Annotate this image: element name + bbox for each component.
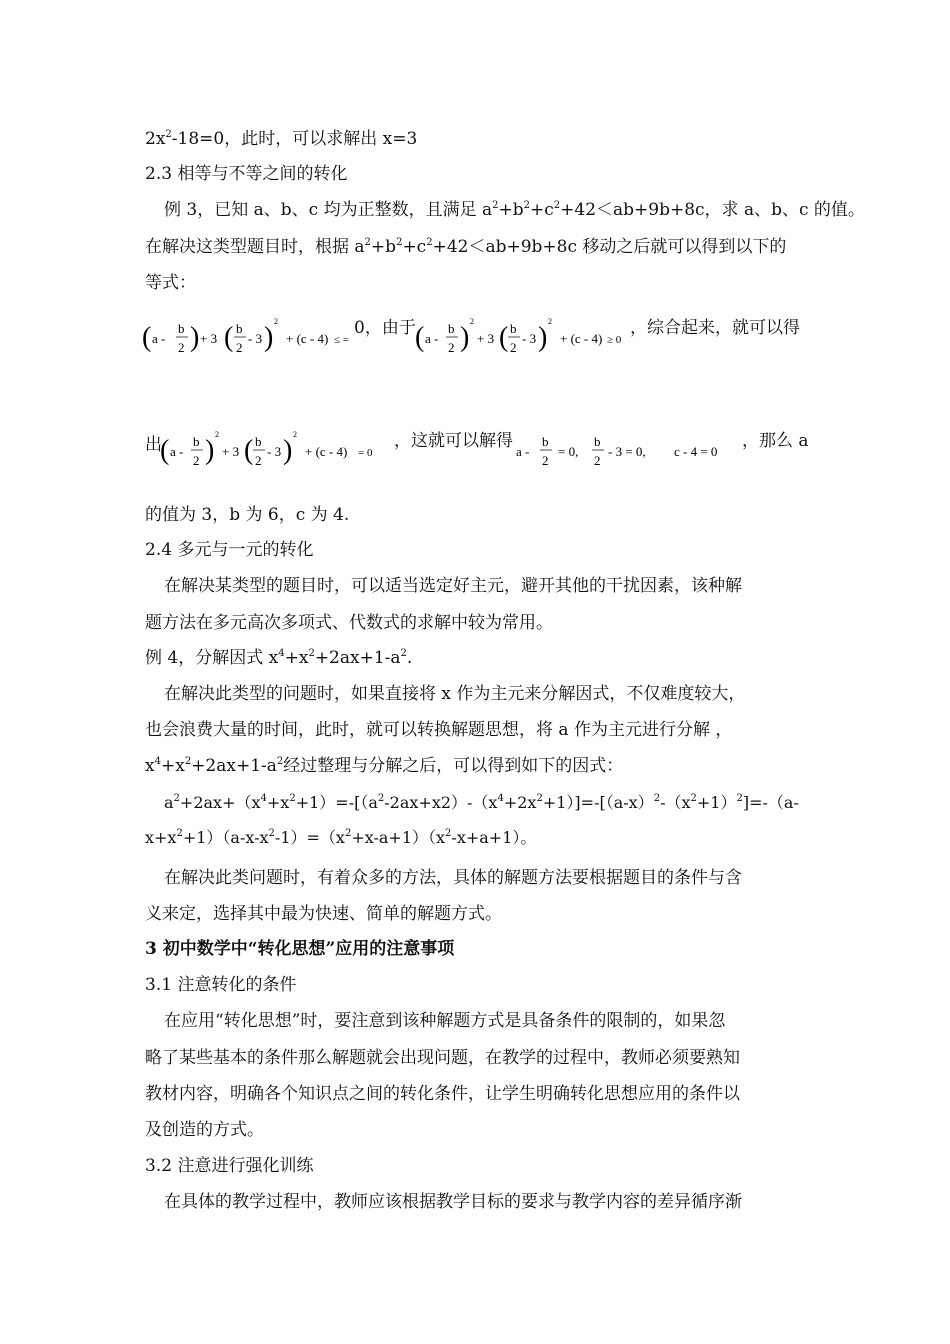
paren-left: (: [224, 322, 234, 353]
superscript: 2: [289, 793, 296, 804]
formula-text: 2: [236, 340, 243, 355]
solution-formula: [516, 425, 746, 481]
example-3-line: [164, 198, 865, 222]
paren-left: (: [142, 322, 152, 353]
inequality-formula: [142, 312, 382, 368]
formula-text: = 0: [358, 447, 373, 459]
paren-right: ): [538, 322, 548, 353]
paren-right: ): [190, 322, 200, 353]
paren-right: ): [205, 435, 215, 466]
paragraph-line: 在具体的教学过程中，教师应该根据教学目标的要求与教学内容的差异循序渐: [164, 1192, 742, 1212]
formula-caption: ，那么 a: [742, 431, 809, 451]
text: -（x: [660, 793, 691, 812]
text: +b: [498, 200, 524, 220]
formula-text: b: [448, 321, 455, 336]
text: +x-a+1）（x: [351, 828, 446, 847]
superscript: 2: [400, 648, 407, 659]
superscript: 2: [523, 200, 530, 211]
formula-text: ≤ =: [334, 334, 349, 346]
equation-formula: [160, 425, 390, 481]
text: +42＜ab+9b+8c 移动之后就可以得到以下的: [432, 237, 787, 257]
superscript: 2: [364, 237, 371, 248]
formula-caption: 出: [145, 435, 162, 455]
section-heading-3-2: 3.2 注意进行强化训练: [145, 1156, 314, 1176]
formula-text: + (c - 4): [286, 331, 329, 346]
superscript: 2: [396, 237, 403, 248]
formula-graphic: [415, 312, 635, 364]
paragraph-line: [145, 754, 623, 778]
formula-text: b: [178, 321, 185, 336]
example-4-line: [145, 646, 412, 670]
superscript: 2: [176, 828, 183, 839]
superscript: 2: [173, 793, 180, 804]
text: +c: [530, 200, 554, 220]
text: 2x: [145, 129, 166, 149]
paragraph-line: 题方法在多元高次多项式、代数式的求解中较为常用。: [145, 613, 553, 633]
superscript: 4: [154, 756, 161, 767]
superscript: 2: [377, 793, 385, 804]
formula-text: 2: [510, 340, 517, 355]
text: x: [145, 756, 155, 776]
text: +1）: [696, 793, 737, 812]
formula-text: b: [193, 434, 200, 449]
text: -1）=（x: [274, 828, 345, 847]
formula-caption: ，综合起来，就可以得: [630, 318, 800, 338]
paren-left: (: [499, 322, 509, 353]
formula-text: + (c - 4): [560, 331, 603, 346]
text: +1）=-[（a: [295, 793, 378, 812]
formula-text: 2: [594, 453, 601, 468]
text: .: [406, 648, 413, 668]
superscript: 2: [492, 200, 499, 211]
text: 例 3，已知 a、b、c 均为正整数，且满足 a: [164, 200, 493, 220]
paragraph-line: 在应用“转化思想”时，要注意到该种解题方式是具备条件的限制的，如果忽: [164, 1011, 726, 1031]
formula-caption: ，这就可以解得: [394, 431, 513, 451]
superscript: 2: [426, 237, 433, 248]
formula-text: 2: [448, 340, 455, 355]
formula-text: = 0,: [558, 444, 579, 459]
formula-graphic: [160, 425, 390, 477]
text: +2ax+1-a: [191, 756, 277, 776]
paragraph-line: 略了某些基本的条件那么解题就会出现问题，在教学的过程中，教师必须要熟知: [145, 1048, 740, 1068]
formula-text: b: [510, 321, 517, 336]
paragraph-line: 的值为 3，b 为 6，c 为 4.: [145, 505, 350, 525]
paragraph-line: 及创造的方式。: [145, 1120, 264, 1140]
formula-text: 2: [542, 453, 549, 468]
formula-text: 2: [255, 453, 262, 468]
exponent: 2: [548, 317, 552, 326]
paren-left: (: [244, 435, 254, 466]
equation-line: [145, 826, 536, 850]
paragraph-line: 在解决此类型的问题时，如果直接将 x 作为主元来分解因式，不仅难度较大，: [164, 684, 746, 704]
text: +42＜ab+9b+8c，求 a、b、c 的值。: [560, 200, 865, 220]
text: +x: [266, 793, 290, 812]
superscript: 4: [260, 793, 267, 804]
paragraph-line: 等式：: [145, 273, 196, 293]
formula-text: - 3: [248, 331, 263, 346]
text: -2ax+x2）-（x: [384, 793, 498, 812]
formula-graphic: [142, 312, 382, 364]
text: +2x: [503, 793, 537, 812]
exponent: 2: [293, 430, 297, 439]
paragraph-line: 教材内容，明确各个知识点之间的转化条件，让学生明确转化思想应用的条件以: [145, 1084, 740, 1104]
formula-text: 2: [178, 340, 185, 355]
section-heading-2-3: 2.3 相等与不等之间的转化: [145, 164, 348, 184]
paren-right: ): [283, 435, 293, 466]
superscript: 2: [165, 129, 172, 140]
text: -x+a+1）。: [451, 828, 537, 847]
text: 在解决这类型题目时，根据 a: [145, 237, 365, 257]
section-heading-3-1: 3.1 注意转化的条件: [145, 975, 297, 995]
formula-text: a -: [516, 444, 530, 459]
formula-text: + 3: [477, 331, 495, 346]
formula-text: a -: [170, 444, 184, 459]
formula-text: 2: [193, 453, 200, 468]
superscript: 4: [497, 793, 504, 804]
text: +1）]=-[（a-x）: [542, 793, 654, 812]
formula-text: + (c - 4): [305, 444, 348, 459]
paragraph-line: 在解决某类型的题目时，可以适当选定好主元，避开其他的干扰因素，该种解: [164, 576, 742, 596]
paren-left: (: [415, 322, 425, 353]
paragraph-line: 在解决此类问题时，有着众多的方法，具体的解题方法要根据题目的条件与含: [164, 868, 742, 888]
text: -18=0，此时，可以求解出 x=3: [171, 129, 418, 149]
exponent: 2: [215, 430, 219, 439]
superscript: 2: [653, 793, 661, 804]
formula-text: b: [594, 434, 601, 449]
formula-graphic: [516, 425, 746, 477]
superscript: 2: [553, 200, 561, 211]
inequality-formula: [415, 312, 635, 368]
text: +b: [370, 237, 397, 257]
formula-text: - 3: [522, 331, 537, 346]
formula-text: - 3 = 0,: [608, 444, 646, 459]
formula-text: + 3: [222, 444, 240, 459]
superscript: 2: [536, 793, 543, 804]
text: +c: [402, 237, 427, 257]
formula-text: ≥ 0: [607, 334, 622, 346]
superscript: 2: [308, 648, 315, 659]
text: +1）（a-x-x: [182, 828, 269, 847]
formula-text: + 3: [200, 331, 218, 346]
superscript: 2: [184, 756, 192, 767]
superscript: 2: [344, 828, 352, 839]
text: a: [164, 793, 174, 812]
paren-left: (: [160, 435, 170, 466]
text: +2ax+1-a: [314, 648, 401, 668]
paragraph-line: [145, 235, 786, 259]
equation-line: [164, 791, 799, 815]
exponent: 2: [274, 317, 278, 326]
text: +2ax+（x: [179, 793, 261, 812]
text: +x: [284, 648, 309, 668]
formula-text: a -: [152, 331, 166, 346]
formula-text: a -: [425, 331, 439, 346]
formula-text: c - 4 = 0: [674, 444, 718, 459]
formula-text: - 3: [267, 444, 282, 459]
superscript: 2: [690, 793, 697, 804]
text: +x: [160, 756, 185, 776]
formula-text: b: [255, 434, 262, 449]
paren-right: ): [460, 322, 470, 353]
superscript: 4: [278, 648, 285, 659]
paragraph-line: 也会浪费大量的时间，此时，就可以转换解题思想，将 a 作为主元进行分解 ，: [145, 720, 733, 740]
section-heading-2-4: 2.4 多元与一元的转化: [145, 540, 314, 560]
text: 经过整理与分解之后，可以得到如下的因式：: [283, 756, 624, 776]
superscript: 2: [276, 756, 284, 767]
text: ]=-（a-: [742, 793, 799, 812]
text: x+x: [145, 828, 177, 847]
superscript: 2: [736, 793, 743, 804]
formula-caption: 0，由于: [354, 318, 416, 338]
superscript: 2: [445, 828, 452, 839]
equation-line: [145, 127, 417, 151]
superscript: 2: [268, 828, 275, 839]
paren-right: ): [264, 322, 274, 353]
text: 例 4，分解因式 x: [145, 648, 279, 668]
exponent: 2: [470, 317, 474, 326]
formula-text: b: [236, 321, 243, 336]
formula-text: b: [542, 434, 549, 449]
section-heading-3: 3 初中数学中“转化思想”应用的注意事项: [145, 939, 455, 959]
paragraph-line: 义来定，选择其中最为快速、简单的解题方式。: [145, 904, 502, 924]
